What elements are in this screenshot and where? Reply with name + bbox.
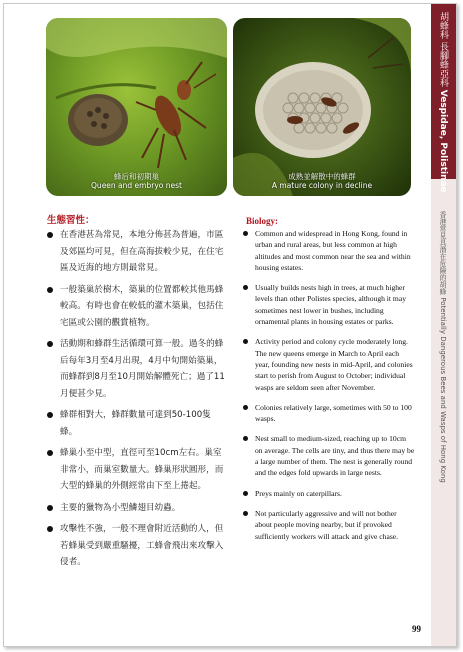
- bullet-icon: [243, 436, 248, 441]
- photo-mature-colony: [233, 18, 411, 196]
- bullet-icon: [47, 232, 53, 238]
- list-item: 活動期和蜂群生活循環可算一般。過冬的蜂后每年3月至4月出現，4月中旬開始築巢，而蜂群到8月至10月開始解體死亡；過了11月便甚少見。: [47, 336, 225, 402]
- list-item: Not particularly aggressive and will not bother about people moving nearby, but if provoked sufficiently workers will attack and give chase.: [243, 508, 415, 542]
- bullet-icon: [243, 285, 248, 290]
- wasp-nest-illustration: [46, 18, 227, 196]
- list-item: 蜂群相對大，蜂群數量可達到50-100隻蜂。: [47, 407, 225, 440]
- bullet-icon: [243, 491, 248, 496]
- bullet-icon: [243, 511, 248, 516]
- page-number: 99: [412, 624, 421, 634]
- caption-zh: 蜂后和初期巢: [114, 172, 159, 181]
- caption-zh: 成熟並解散中的蜂群: [288, 172, 356, 181]
- bullet-icon: [47, 341, 53, 347]
- en-biology-list: [243, 228, 415, 551]
- list-item: 攻擊性不強，一般不理會附近活動的人，但若蜂巢受到嚴重騷擾，工蜂會飛出來攻擊入侵者。: [47, 521, 225, 571]
- bullet-icon: [243, 231, 248, 236]
- list-item: 蜂巢小至中型，直徑可至10cm左右。巢室非常小，而巢室數量大。蜂巢形狀圓形，而大型的蜂巢的外側經常由下至上捲起。: [47, 445, 225, 495]
- chapter-tab: [431, 4, 456, 193]
- bullet-icon: [243, 339, 248, 344]
- caption-en: Queen and embryo nest: [91, 181, 182, 190]
- list-item: Colonies relatively large, sometimes with 50 to 100 wasps.: [243, 402, 415, 425]
- latin-name: Vespidae, Polistinae: [438, 89, 448, 193]
- list-item: Common and widespread in Hong Kong, found in urban and rural areas, but less common at high altitudes and most common near the sea and within housing estates.: [243, 228, 415, 273]
- book-title-note: 香港常見具潛在危險的胡蜂 Potentially Dangerous Bees and Wasps of Hong Kong: [439, 211, 447, 483]
- list-item: Preys mainly on caterpillars.: [243, 488, 415, 499]
- list-item: 在香港甚為常見，本地分佈甚為普遍，市區及郊區均可見，但在高海拔較少見，在住宅區及近海的地方則最常見。: [47, 227, 225, 277]
- bullet-icon: [47, 412, 53, 418]
- list-item: Nest small to medium-sized, reaching up to 10cm on average. The cells are tiny, and thus there may be a large number of them. The nest is generally round and the edges fold upwards in large nests.: [243, 433, 415, 478]
- list-item: 一般築巢於樹木，築巢的位置都較其他馬蜂較高。有時也會在較低的灌木築巢，包括住宅區或公園的觀賞植物。: [47, 282, 225, 332]
- bullet-icon: [47, 505, 53, 511]
- bullet-icon: [47, 450, 53, 456]
- list-item: Usually builds nests high in trees, at much higher levels than other Polistes species, although it may sometimes nest lower in bushes, including ornamental plants in housing estates or parks.: [243, 282, 415, 327]
- family-zh: 胡蜂科: [438, 12, 448, 39]
- chapter-sidebar: [431, 4, 456, 646]
- zh-biology-heading: 生態習性：: [47, 215, 95, 226]
- bullet-icon: [47, 287, 53, 293]
- en-biology-heading: Biology:: [246, 216, 279, 226]
- list-item: 主要的獵物為小型鱗翅目幼蟲。: [47, 500, 225, 517]
- bullet-icon: [243, 405, 248, 410]
- bullet-icon: [47, 526, 53, 532]
- zh-biology-list: [47, 227, 225, 576]
- colony-nest-illustration: [233, 18, 411, 196]
- photo-queen-embryo-nest: [46, 18, 227, 196]
- list-item: Activity period and colony cycle moderately long. The new queens emerge in March to April each year, founding new nests in mid-April, and colonies start to perish from August to October; individual wasps are seldom seen after November.: [243, 336, 415, 392]
- caption-en: A mature colony in decline: [271, 181, 373, 190]
- subfamily-zh: 長腳蜂亞科: [438, 41, 448, 87]
- book-page: [3, 3, 457, 647]
